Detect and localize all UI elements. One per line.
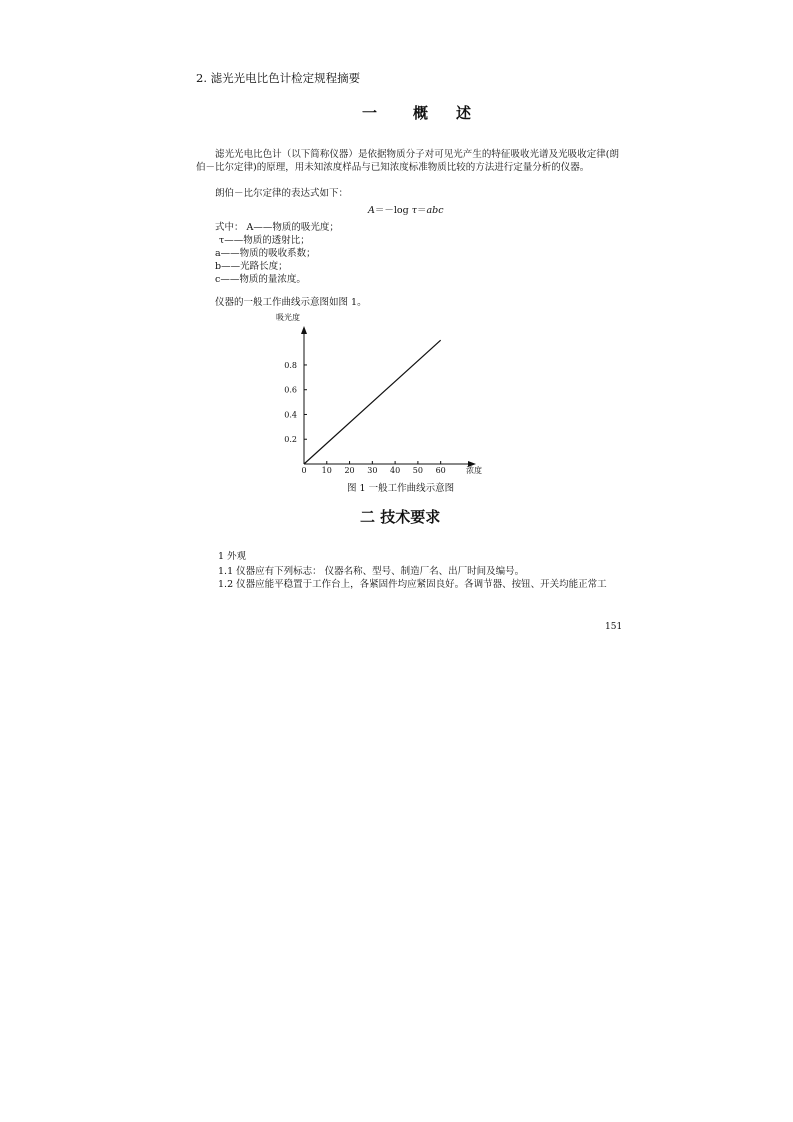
x-tick-label: 50 xyxy=(412,466,423,475)
formula xyxy=(368,204,444,217)
series-line xyxy=(304,340,441,464)
chart-ticks xyxy=(284,361,445,475)
working-curve-chart xyxy=(270,313,500,480)
formula-tau: τ xyxy=(411,205,417,216)
x-tick-label: 40 xyxy=(390,466,401,475)
x-tick-label: 30 xyxy=(367,466,378,475)
chart-labels xyxy=(276,312,482,475)
item-1-2: 1.2 仪器应能平稳置于工作台上，各紧固件均应紧固良好。各调节器、按钮、开关均能正常工 xyxy=(218,579,607,590)
title-part-2: 概 xyxy=(413,104,429,122)
law-intro: 朗伯－比尔定律的表达式如下： xyxy=(215,188,349,199)
definition-a: a——物质的吸收系数； xyxy=(215,248,316,259)
title-part-3: 述 xyxy=(456,104,472,122)
y-tick-label: 0.4 xyxy=(284,410,297,420)
section-title-overview xyxy=(362,102,471,123)
section-header: 2. 滤光光电比色计检定规程摘要 xyxy=(196,71,361,85)
item-1-1: 1.1 仪器应有下列标志： 仪器名称、型号、制造厂名、出厂时间及编号。 xyxy=(218,566,525,577)
intro-paragraph: 滤光光电比色计（以下简称仪器）是依据物质分子对可见光产生的特征吸收光谱及光吸收定律(朗伯－比尔定律)的原理，用未知浓度样品与已知浓度标准物质比较的方法进行定量分析的仪器。 xyxy=(196,149,619,173)
item-1: 1 外观 xyxy=(218,551,247,562)
y-tick-label: 0.2 xyxy=(284,435,297,445)
chart-axes xyxy=(301,326,476,467)
figure-reference: 仪器的一般工作曲线示意图如图 1。 xyxy=(215,297,367,308)
formula-eq2: ＝ xyxy=(417,205,427,216)
formula-eq1: ＝－log xyxy=(374,205,412,216)
title-part-1: 一 xyxy=(362,104,378,122)
y-axis-arrow xyxy=(301,326,307,334)
formula-rhs: abc xyxy=(426,205,444,216)
chart-series xyxy=(304,340,441,464)
definition-b: b——光路长度； xyxy=(215,261,288,272)
section-title-tech: 二 技术要求 xyxy=(360,508,441,526)
y-axis-label: 吸光度 xyxy=(276,313,300,322)
figure-caption: 图 1 一般工作曲线示意图 xyxy=(347,483,455,494)
definition-tau: τ——物质的透射比； xyxy=(219,235,310,246)
definition-A: 式中： A——物质的吸光度； xyxy=(215,222,339,233)
y-tick-label: 0.8 xyxy=(284,360,297,370)
definition-c: c——物质的量浓度。 xyxy=(215,274,306,285)
formula-lhs: A xyxy=(368,205,375,216)
y-tick-label: 0.6 xyxy=(284,385,297,395)
x-axis-label: 浓度 xyxy=(466,466,482,475)
x-tick-label: 60 xyxy=(435,466,446,475)
x-tick-label: 20 xyxy=(344,466,355,475)
x-tick-label: 0 xyxy=(301,466,307,475)
page-number: 151 xyxy=(605,622,623,632)
x-tick-label: 10 xyxy=(321,466,332,475)
